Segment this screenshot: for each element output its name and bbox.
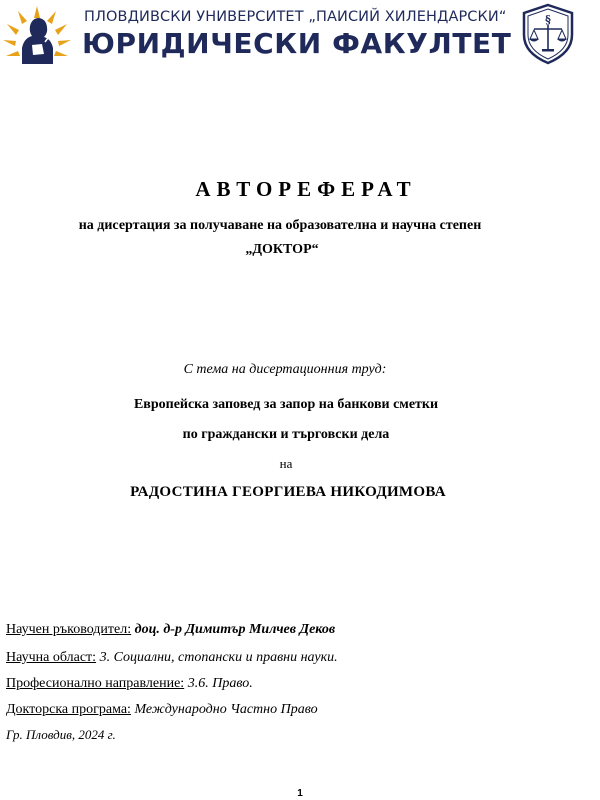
doctoral-program-value: Международно Частно Право xyxy=(134,702,318,717)
dissertation-subtitle: на дисертация за получаване на образователна и научна степен xyxy=(78,218,482,233)
university-name: ПЛОВДИВСКИ УНИВЕРСИТЕТ „ПАИСИЙ ХИЛЕНДАРСКИ“ xyxy=(84,9,507,25)
scientific-field-line xyxy=(6,650,338,666)
supervisor-line xyxy=(6,622,335,638)
theme-intro: С тема на дисертационния труд: xyxy=(183,362,387,377)
paisiy-portrait-emblem-icon xyxy=(2,4,72,66)
scientific-field-label: Научна област: xyxy=(6,650,97,665)
dissertation-theme-line-2: по граждански и търговски дела xyxy=(182,427,390,442)
scales-of-justice-shield-icon xyxy=(520,3,576,65)
author-name: РАДОСТИНА ГЕОРГИЕВА НИКОДИМОВА xyxy=(130,484,446,500)
doctoral-program-label: Докторска програма: xyxy=(6,702,131,717)
supervisor-value: доц. д-р Димитър Милчев Деков xyxy=(134,622,336,637)
faculty-name: ЮРИДИЧЕСКИ ФАКУЛТЕТ xyxy=(82,27,512,60)
place-and-date: Гр. Пловдив, 2024 г. xyxy=(6,727,116,742)
doctoral-program-line xyxy=(6,702,318,718)
professional-direction-value: 3.6. Право. xyxy=(187,676,253,691)
by-word: на xyxy=(279,456,293,471)
supervisor-label: Научен ръководител: xyxy=(6,622,132,637)
svg-text:§: § xyxy=(545,13,551,26)
degree-name: „ДОКТОР“ xyxy=(245,242,319,257)
document-title: АВТОРЕФЕРАТ xyxy=(195,177,417,201)
scientific-field-value: 3. Социални, стопански и правни науки. xyxy=(99,650,338,665)
page-number: 1 xyxy=(297,788,303,799)
document-header xyxy=(0,0,600,70)
professional-direction-label: Професионално направление: xyxy=(6,676,185,691)
professional-direction-line xyxy=(6,676,253,692)
dissertation-theme-line-1: Европейска заповед за запор на банкови сметки xyxy=(133,397,439,412)
